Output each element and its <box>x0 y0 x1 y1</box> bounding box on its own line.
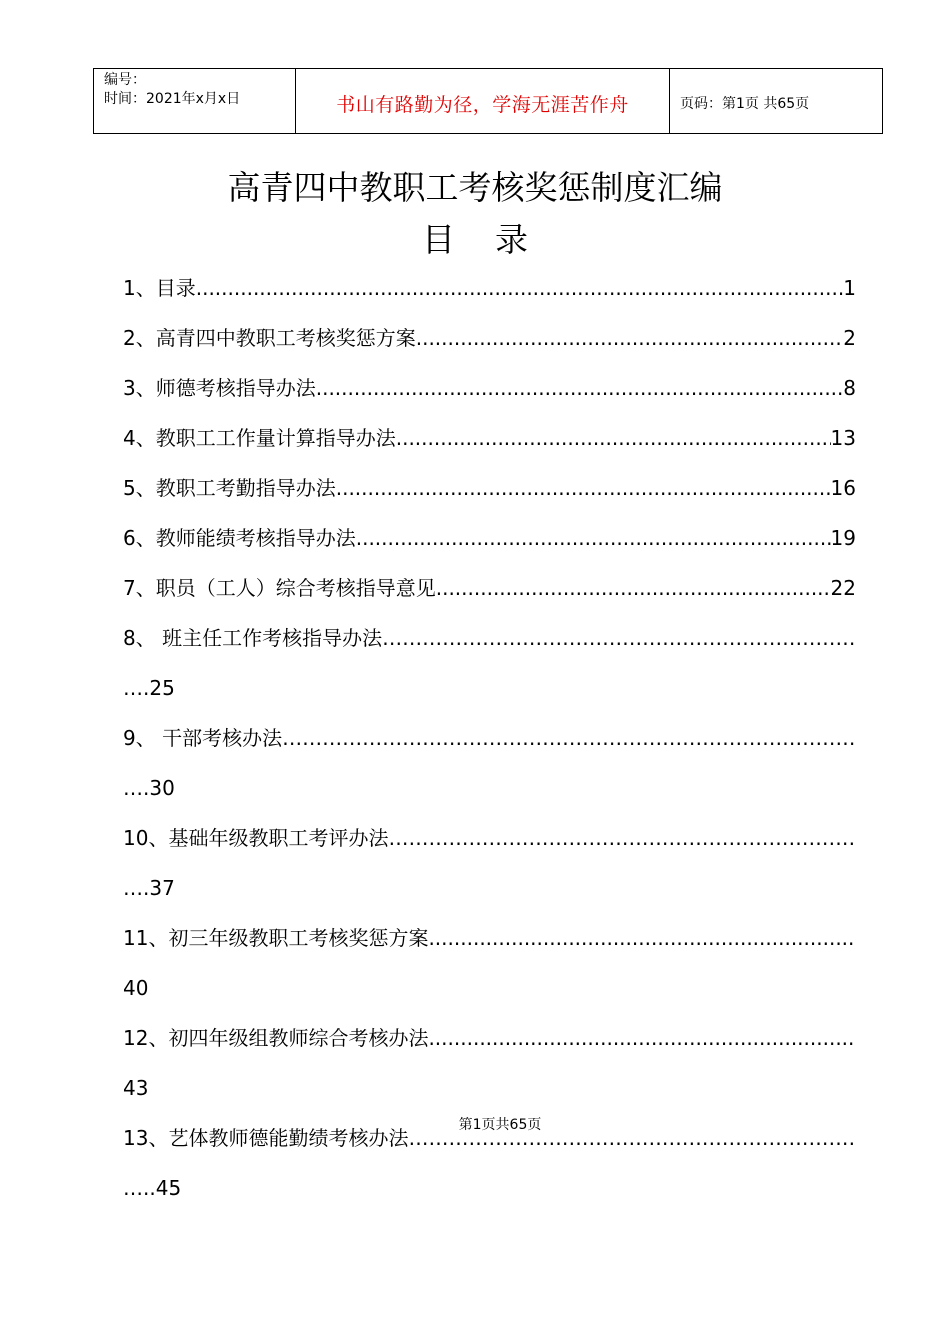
toc-entry-page: 13 <box>830 426 856 450</box>
toc-leader <box>316 370 844 420</box>
toc-leader <box>416 320 844 370</box>
table-of-contents <box>123 270 856 1220</box>
toc-leader <box>196 270 844 320</box>
document-number-label: 编号： <box>104 72 146 88</box>
toc-entry[interactable] <box>123 420 856 470</box>
toc-entry-label: 11、初三年级教职工考核奖惩方案 <box>123 926 429 950</box>
toc-entry[interactable] <box>123 570 856 620</box>
toc-entry[interactable] <box>123 470 856 520</box>
document-header-table <box>93 68 883 134</box>
toc-entry-page: 19 <box>830 526 856 550</box>
toc-entry-page-continued: 40 <box>123 976 149 1000</box>
toc-entry-label: 1、目录 <box>123 276 196 300</box>
toc-leader <box>388 820 856 870</box>
toc-leader <box>396 420 831 470</box>
toc-entry-label: 13、艺体教师德能勤绩考核办法 <box>123 1126 409 1150</box>
toc-entry-label: 5、教职工考勤指导办法 <box>123 476 336 500</box>
toc-entry-page: 1 <box>843 276 856 300</box>
toc-entry[interactable] <box>123 520 856 570</box>
toc-entry-page-continued: 43 <box>123 1076 149 1100</box>
toc-entry[interactable] <box>123 920 856 970</box>
toc-leader <box>282 720 856 770</box>
document-title: 高青四中教职工考核奖惩制度汇编 <box>227 168 723 207</box>
toc-entry[interactable] <box>123 1020 856 1070</box>
toc-entry-page-continued: ….37 <box>123 876 175 900</box>
header-page-cell <box>670 69 882 133</box>
toc-entry[interactable] <box>123 270 856 320</box>
header-meta-cell <box>94 69 296 133</box>
toc-entry[interactable] <box>123 720 856 770</box>
toc-entry-label: 7、职员（工人）综合考核指导意见 <box>123 576 436 600</box>
toc-heading: 目录 <box>422 220 568 259</box>
toc-entry-label: 6、教师能绩考核指导办法 <box>123 526 356 550</box>
document-time-label: 时间：2021年x月x日 <box>104 91 241 107</box>
toc-entry-page: 8 <box>843 376 856 400</box>
toc-entry-label: 3、师德考核指导办法 <box>123 376 316 400</box>
toc-leader <box>336 470 831 520</box>
toc-entry[interactable] <box>123 820 856 870</box>
toc-entry-page: 22 <box>830 576 856 600</box>
toc-entry-label: 12、初四年级组教师综合考核办法 <box>123 1026 429 1050</box>
toc-entry[interactable] <box>123 370 856 420</box>
toc-entry-page-continued: ….25 <box>123 676 175 700</box>
header-motto-cell <box>296 69 670 133</box>
toc-leader <box>428 1020 856 1070</box>
toc-entry-label: 2、高青四中教职工考核奖惩方案 <box>123 326 416 350</box>
toc-entry-label: 8、 班主任工作考核指导办法 <box>123 626 383 650</box>
toc-entry-label: 4、教职工工作量计算指导办法 <box>123 426 396 450</box>
toc-leader <box>436 570 831 620</box>
page-footer-number: 第1页共65页 <box>458 1117 542 1133</box>
toc-leader <box>428 920 856 970</box>
toc-entry[interactable] <box>123 620 856 670</box>
toc-entry-page-continued: …..45 <box>123 1176 182 1200</box>
header-page-number: 页码：第1页 共65页 <box>680 96 810 112</box>
toc-entry-page-continued: ….30 <box>123 776 175 800</box>
toc-entry-label: 9、 干部考核办法 <box>123 726 283 750</box>
toc-entry-page: 2 <box>843 326 856 350</box>
toc-leader <box>356 520 831 570</box>
toc-leader <box>382 620 856 670</box>
toc-entry-page: 16 <box>830 476 856 500</box>
toc-entry-label: 10、基础年级教职工考评办法 <box>123 826 389 850</box>
toc-entry[interactable] <box>123 320 856 370</box>
header-motto: 书山有路勤为径，学海无涯苦作舟 <box>336 94 629 116</box>
